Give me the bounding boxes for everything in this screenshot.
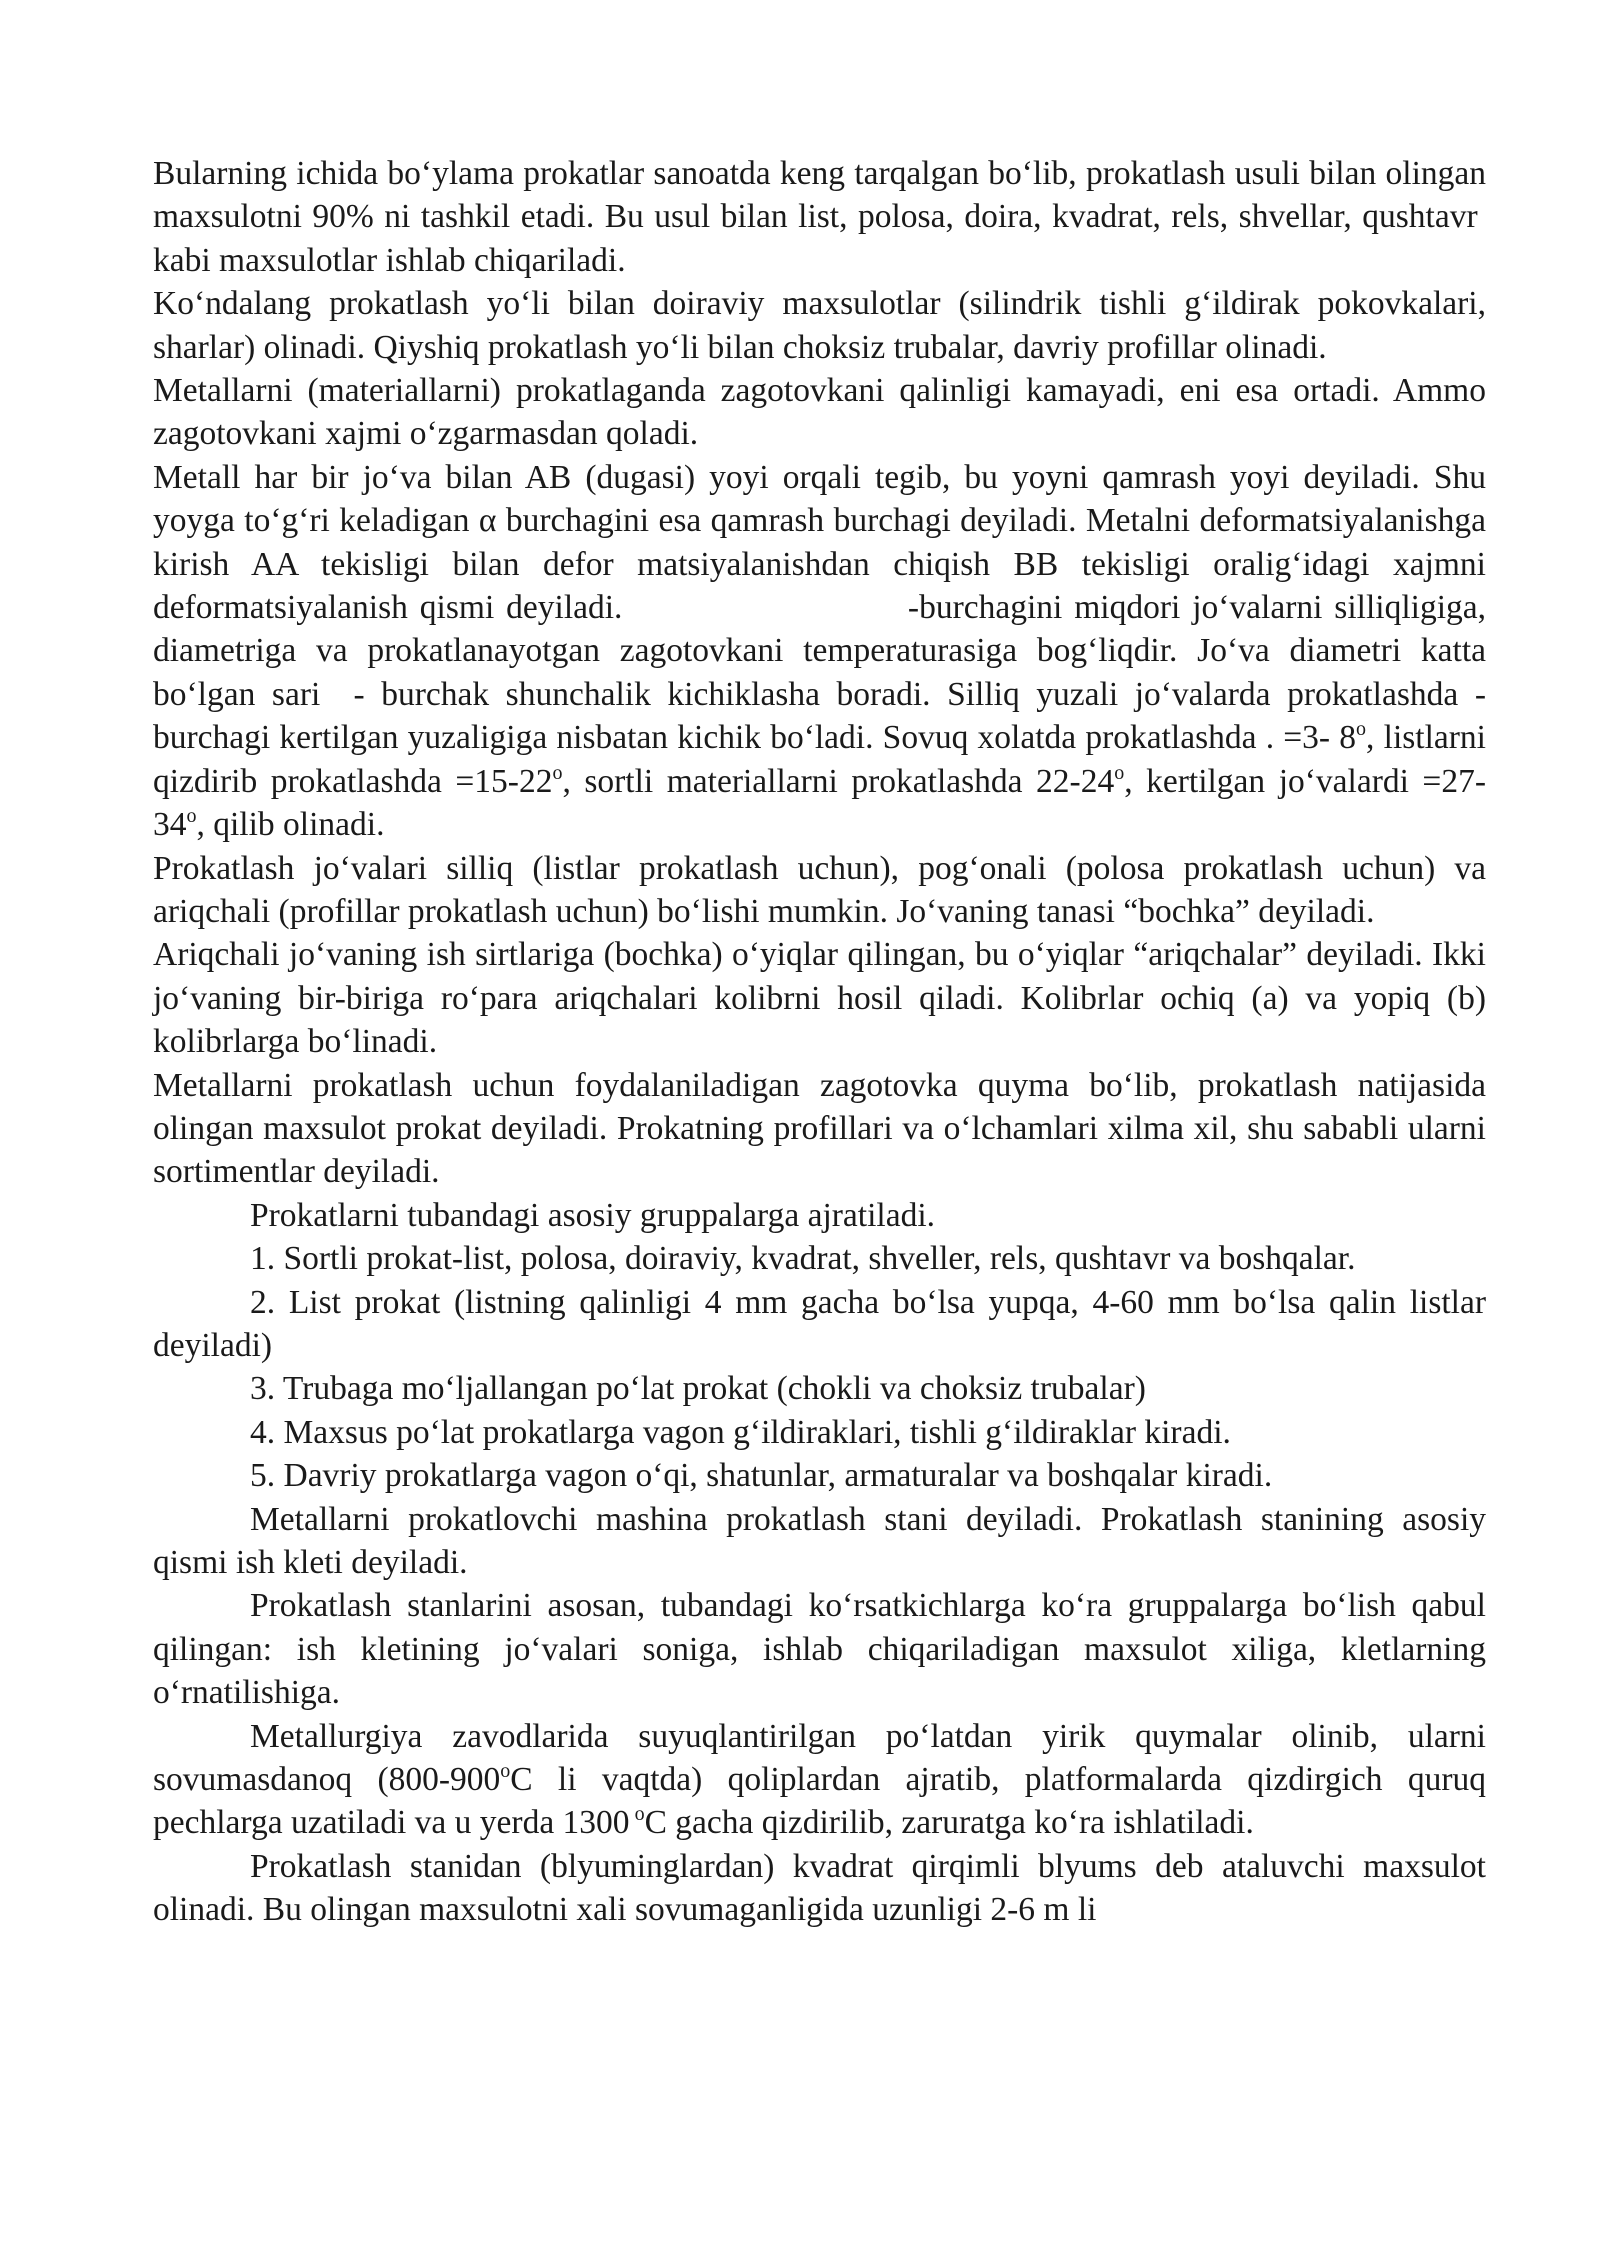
- list-item-4: 4. Maxsus po‘lat prokatlarga vagon g‘ildiraklari, tishli g‘ildiraklar kiradi.: [250, 1413, 1231, 1451]
- list-item-5: 5. Davriy prokatlarga vagon o‘qi, shatunlar, armaturalar va boshqalar kiradi.: [250, 1457, 1273, 1495]
- paragraph-4: Metall har bir jo‘va bilan AB (dugasi) yoyi orqali tegib, bu yoyni qamrash yoyi deyiladi. Shu yoyga to‘g‘ri keladigan α burchagini esa qamrash burchagi deyiladi. Metalni deformatsiyalanishga kirish AA tekisligi bilan defor matsiyalanishdan chiqish BB tekisligi oralig‘idagi xajmni deformatsiyalanish qismi deyiladi. -burchagini miqdori jo‘valarni silliqligiga, diametriga va prokatlanayotgan zagotovkani temperaturasiga bog‘liqdir. Jo‘va diametri katta bo‘lgan sari - burchak shunchalik kichiklasha boradi. Silliq yuzali jo‘valarda prokatlashda - burchagi kertilgan yuzaligiga nisbatan kichik bo‘ladi. Sovuq xolatda prokatlashda . =3- 8$^o$, listlarni qizdirib prokatlashda $=15-22^o$, sortli materiallarni prokatlashda 22-24$^o$, kertilgan jo‘valardi $=27-34^o$, qilib olinadi.: [153, 458, 1486, 844]
- paragraph-3: Metallarni (materiallarni) prokatlaganda zagotovkani qalinligi kamayadi, eni esa ortadi. Ammo zagotovkani xajmi o‘zgarmasdan qoladi.: [153, 372, 1486, 453]
- paragraph-12: Prokatlash stanidan (blyuminglardan) kvadrat qirqimli blyums deb ataluvchi maxsulot olinadi. Bu olingan maxsulotni xali sovumaganligida uzunligi 2-6 m li: [153, 1847, 1486, 1929]
- paragraph-10: Prokatlash stanlarini asosan, tubandagi ko‘rsatkichlarga ko‘ra gruppalarga bo‘lish qabul qilingan: ish kletining jo‘valari soniga, ishlab chiqariladigan maxsulot xiliga, kletlarning o‘rnatilishiga.: [153, 1587, 1486, 1712]
- paragraph-7: Metallarni prokatlash uchun foydalaniladigan zagotovka quyma bo‘lib, prokatlash natijasida olingan maxsulot prokat deyiladi. Prokatning profillari va o‘lchamlari xilma xil, shu sababli ularni sortimentlar deyiladi.: [153, 1066, 1486, 1191]
- paragraph-8: Prokatlarni tubandagi asosiy gruppalarga ajratiladi.: [250, 1196, 935, 1234]
- paragraph-5: Prokatlash jo‘valari silliq (listlar prokatlash uchun), pog‘onali (polosa prokatlash uchun) va ariqchali (profillar prokatlash uchun) bo‘lishi mumkin. Jo‘vaning tanasi “bochka” deyiladi.: [153, 849, 1486, 930]
- paragraph-9: Metallarni prokatlovchi mashina prokatlash stani deyiladi. Prokatlash stanining asosiy qismi ish kleti deyiladi.: [153, 1500, 1486, 1581]
- list-item-3: 3. Trubaga mo‘ljallangan po‘lat prokat (chokli va choksiz trubalar): [250, 1370, 1146, 1408]
- paragraph-11: Metallurgiya zavodlarida suyuqlantirilgan po‘latdan yirik quymalar olinib, ularni sovumasdanoq (800-900$^o$C li vaqtda) qoliplardan ajratib, platformalarda qizdirgich quruq pechlarga uzatiladi va u yerda 1300 $^o$C gacha qizdirilib, zaruratga ko‘ra ishlatiladi.: [153, 1717, 1486, 1842]
- paragraph-2: Ko‘ndalang prokatlash yo‘li bilan doiraviy maxsulotlar (silindrik tishli g‘ildirak pokovkalari, sharlar) olinadi. Qiyshiq prokatlash yo‘li bilan choksiz trubalar, davriy profillar olinadi.: [153, 285, 1486, 366]
- paragraph-6: Ariqchali jo‘vaning ish sirtlariga (bochka) o‘yiqlar qilingan, bu o‘yiqlar “ariqchalar” deyiladi. Ikki jo‘vaning bir-biriga ro‘para ariqchalari kolibrni hosil qiladi. Kolibrlar ochiq (a) va yopiq (b) kolibrlarga bo‘linadi.: [153, 936, 1486, 1061]
- list-item-1: 1. Sortli prokat-list, polosa, doiraviy, kvadrat, shveller, rels, qushtavr va boshqalar.: [250, 1240, 1356, 1278]
- paragraph-1: Bularning ichida bo‘ylama prokatlar sanoatda keng tarqalgan bo‘lib, prokatlash usuli bilan olingan maxsulotni 90% ni tashkil etadi. Bu usul bilan list, polosa, doira, kvadrat, rels, shvellar, qushtavr kabi maxsulotlar ishlab chiqariladi.: [153, 155, 1486, 279]
- document-page: [153, 152, 1486, 1932]
- list-item-2: 2. List prokat (listning qalinligi 4 mm gacha bo‘lsa yupqa, 4-60 mm bo‘lsa qalin listlar deyiladi): [153, 1283, 1486, 1364]
